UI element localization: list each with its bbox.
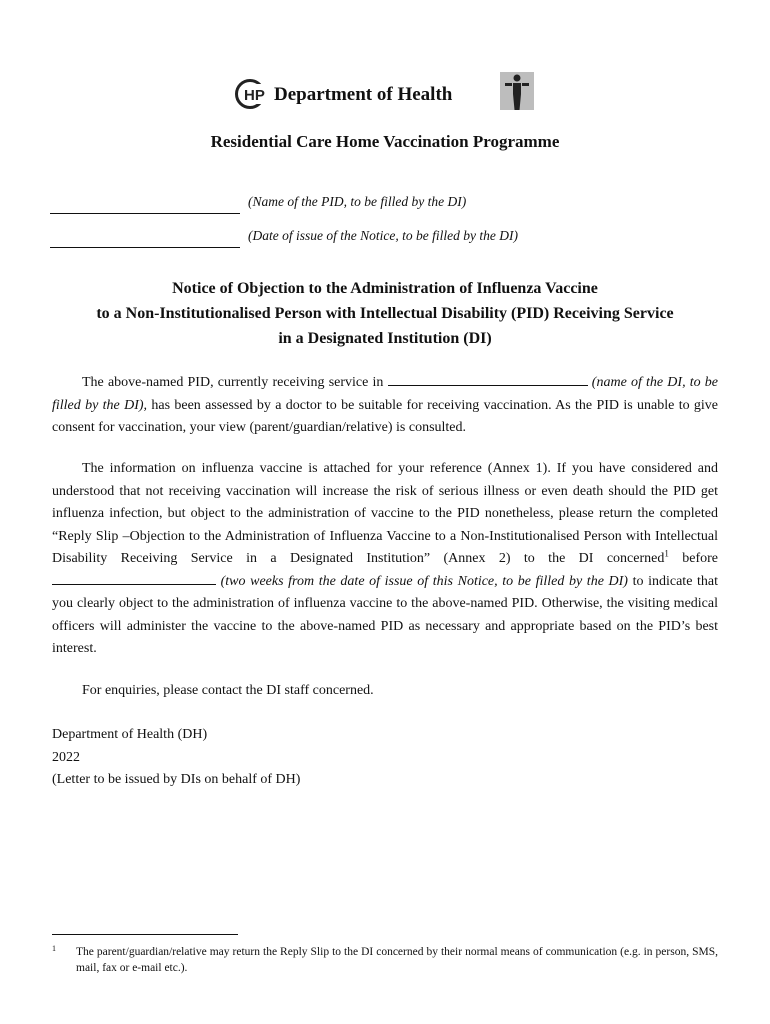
pid-name-blank[interactable] [50,213,240,214]
footnote-divider [52,934,238,935]
footnote-text: The parent/guardian/relative may return the Reply Slip to the DI concerned by their normal means of communication (e.g. in person, SMS, mail, fax or e-mail etc.). [76,946,718,974]
issue-date-blank[interactable] [50,247,240,248]
para1-text-1: The above-named PID, currently receiving service in [82,375,384,390]
sign-note: (Letter to be issued by DIs on behalf of DH) [52,772,301,787]
notice-title-line-2: to a Non-Institutionalised Person with Intellectual Disability (PID) Receiving Service [96,305,674,322]
sign-organisation: Department of Health (DH) [52,727,208,742]
notice-title-line-1: Notice of Objection to the Administration of Influenza Vaccine [172,280,598,297]
signature-block [52,724,300,792]
paragraph-assessment [52,372,718,440]
di-name-blank[interactable] [388,372,588,386]
health-person-icon [500,72,534,110]
para2-text-1: The information on influenza vaccine is attached for your reference (Annex 1). If you have considered and understood that not receiving vaccination will increase the risk of serious illness or even death should the PID get influenza infection, but object to the administration of vaccine to the PID nonetheless, please return the completed “Reply Slip –Objection to the Administration of Influenza Vaccine to a Non-Institutionalised Person with Intellectual Disability Receiving Service in a Designated Institution” (Annex 2) to the DI concerned [52,461,718,566]
footnote [52,944,718,976]
paragraph-enquiries: For enquiries, please contact the DI staff concerned. [82,683,374,698]
para2-text-4: to indicate that you clearly object to the administration of influenza vaccine to the above-named PID. Otherwise, the visiting medical officers will administer the vaccine to the above-named PID as necessary and appropriate based on the PID’s best interest. [52,573,719,656]
department-of-health-logo [234,78,272,110]
paragraph-objection [52,458,718,661]
sign-year: 2022 [52,749,80,765]
pid-name-field [50,194,730,216]
para1-text-3: has been assessed by a doctor to be suitable for receiving vaccination. As the PID is unable to give consent for vaccination, your view (parent/guardian/relative) is consulted. [52,397,719,435]
letterhead [0,72,770,116]
department-name: Department of Health [274,84,453,105]
issue-date-field [50,228,730,250]
issue-date-note: (Date of issue of the Notice, to be filled by the DI) [248,228,518,243]
logo-text: HP [244,87,265,104]
pid-name-note: (Name of the PID, to be filled by the DI) [248,194,467,209]
notice-title [0,276,770,351]
deadline-date-blank[interactable] [52,571,216,585]
para2-date-note: (two weeks from the date of issue of this Notice, to be filled by the DI) [220,573,628,589]
para2-text-2: before [682,551,719,566]
programme-title: Residential Care Home Vaccination Programme [210,132,560,151]
footnote-ref: 1 [664,548,669,559]
footnote-mark: 1 [52,944,56,953]
notice-title-line-3: in a Designated Institution (DI) [278,330,492,347]
para1-di-note: (name of the DI, to be filled by the DI), [52,375,719,413]
